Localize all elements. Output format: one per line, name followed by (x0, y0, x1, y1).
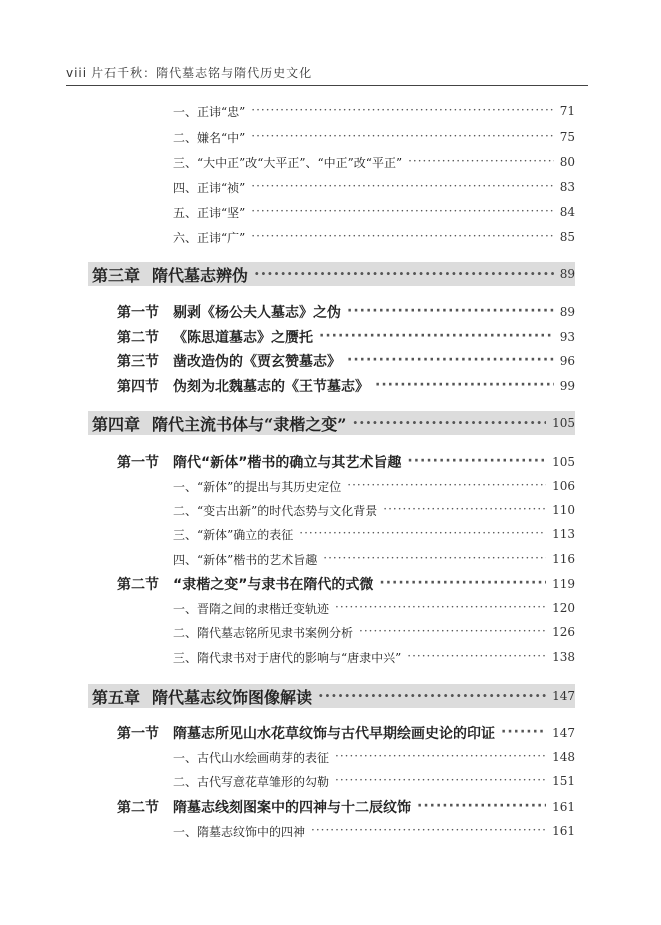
toc-section-entry (117, 300, 575, 324)
toc-entry-title: 五、正讳“坚” (173, 205, 246, 220)
toc-entry-title: 剔剥《杨公夫人墓志》之伪 (173, 305, 341, 321)
toc-subsection-entry (173, 597, 575, 619)
toc-dot-leader (254, 266, 554, 282)
toc-subsection-entry (173, 126, 575, 148)
toc-entry-label (173, 154, 402, 171)
toc-subsection-entry (173, 820, 575, 842)
toc-entry-label (173, 773, 329, 790)
toc-entry-label (92, 263, 248, 286)
toc-subsection-entry (173, 475, 575, 497)
toc-dot-leader (335, 751, 546, 763)
toc-dot-leader (335, 602, 546, 614)
toc-page-number: 116 (552, 552, 575, 566)
toc-page-number: 85 (559, 230, 575, 244)
toc-dot-leader (417, 800, 546, 814)
toc-entry-number: 第三节 (117, 354, 159, 370)
toc-dot-leader (323, 553, 546, 565)
toc-dot-leader (375, 379, 554, 393)
toc-entry-title: 一、古代山水绘画萌芽的表征 (173, 750, 330, 765)
toc-entry-title: 一、“新体”的提出与其历史定位 (173, 479, 342, 494)
toc-section-entry (117, 450, 575, 474)
toc-entry-label (117, 302, 341, 322)
toc-entry-label (173, 600, 329, 617)
toc-entry-number: 第一节 (117, 305, 159, 321)
toc-dot-leader (379, 577, 546, 591)
toc-page-number: 161 (552, 800, 575, 814)
toc-dot-leader (407, 455, 546, 469)
toc-entry-title: 三、“新体”确立的表征 (173, 527, 294, 542)
toc-dot-leader (383, 504, 546, 516)
toc-dot-leader (251, 181, 553, 193)
toc-section-entry (117, 795, 575, 819)
toc-page-number: 147 (552, 689, 575, 703)
toc-entry-label (173, 823, 305, 840)
toc-dot-leader (335, 775, 546, 787)
toc-page-number: 89 (559, 267, 575, 281)
toc-subsection-entry (173, 523, 575, 545)
toc-entry-label (173, 502, 377, 519)
toc-page-number: 138 (552, 650, 575, 664)
toc-subsection-entry (173, 201, 575, 223)
toc-section-entry (117, 721, 575, 745)
toc-entry-label (173, 204, 245, 221)
toc-page-number: 75 (559, 130, 575, 144)
toc-page-number: 80 (559, 155, 575, 169)
toc-entry-label (117, 574, 373, 594)
toc-section-entry (117, 349, 575, 373)
toc-entry-title: 《陈思道墓志》之赝托 (173, 330, 313, 346)
toc-entry-title: 三、“大中正”改“大平正”、“中正”改“平正” (173, 155, 403, 170)
toc-dot-leader (359, 626, 546, 638)
toc-dot-leader (347, 305, 554, 319)
toc-entry-number: 第三章 (92, 265, 141, 285)
toc-page-number: 71 (559, 104, 575, 118)
toc-entry-title: 六、正讳“广” (173, 230, 246, 245)
toc-page-number: 99 (559, 379, 575, 393)
toc-entry-title: 一、隋墓志纹饰中的四神 (173, 824, 306, 839)
toc-entry-title: 四、“新体”楷书的艺术旨趣 (173, 552, 318, 567)
toc-entry-label (117, 797, 411, 817)
toc-section-entry (117, 374, 575, 398)
toc-entry-label (117, 452, 401, 472)
toc-page-number: 113 (552, 527, 575, 541)
toc-entry-number: 第二节 (117, 330, 159, 346)
toc-entry-label (117, 327, 313, 347)
toc-dot-leader (319, 330, 554, 344)
toc-chapter-entry (88, 684, 575, 708)
toc-page-number: 110 (552, 503, 575, 517)
toc-dot-leader (407, 651, 546, 663)
toc-entry-number: 第四节 (117, 379, 159, 395)
toc-subsection-entry (173, 646, 575, 668)
toc-subsection-entry (173, 548, 575, 570)
toc-dot-leader (251, 231, 553, 243)
toc-entry-title: 二、古代写意花草雏形的勾勒 (173, 774, 330, 789)
toc-page-number: 89 (559, 305, 575, 319)
toc-chapter-entry (88, 262, 575, 286)
toc-page-number: 148 (552, 750, 575, 764)
toc-dot-leader (299, 528, 546, 540)
toc-entry-title: 隋墓志所见山水花草纹饰与古代早期绘画史论的印证 (173, 726, 495, 742)
toc-dot-leader (318, 688, 546, 704)
toc-entry-label (173, 749, 329, 766)
toc-entry-label (117, 351, 341, 371)
toc-entry-label (173, 129, 245, 146)
toc-entry-title: 一、晋隋之间的隶楷迁变轨迹 (173, 601, 330, 616)
toc-entry-title: 隋代主流书体与“隶楷之变” (152, 414, 347, 434)
toc-entry-title: 凿改造伪的《贾玄赞墓志》 (173, 354, 341, 370)
toc-section-entry (117, 325, 575, 349)
toc-page-number: 83 (559, 180, 575, 194)
toc-entry-label (173, 649, 401, 666)
toc-subsection-entry (173, 621, 575, 643)
toc-chapter-entry (88, 411, 575, 435)
toc-entry-number: 第二节 (117, 800, 159, 816)
toc-page-number: 161 (552, 824, 575, 838)
toc-dot-leader (251, 206, 553, 218)
toc-subsection-entry (173, 100, 575, 122)
toc-entry-number: 第一节 (117, 455, 159, 471)
toc-entry-label (173, 229, 245, 246)
toc-entry-number: 第五章 (92, 687, 141, 707)
toc-entry-title: 隋墓志线刻图案中的四神与十二辰纹饰 (173, 800, 411, 816)
toc-page-number: 105 (552, 416, 575, 430)
toc-dot-leader (408, 156, 554, 168)
toc-entry-label (92, 412, 346, 435)
toc-dot-leader (311, 825, 546, 837)
running-head-page-number: viii (66, 66, 88, 80)
toc-entry-title: 隋代墓志辨伪 (152, 265, 249, 285)
toc-page-number: 120 (552, 601, 575, 615)
toc-page-number: 84 (559, 205, 575, 219)
toc-entry-label (92, 685, 312, 708)
toc-section-entry (117, 572, 575, 596)
toc-entry-title: 一、正讳“忠” (173, 104, 246, 119)
toc-entry-number: 第一节 (117, 726, 159, 742)
toc-entry-label (173, 551, 317, 568)
toc-page-number: 96 (559, 354, 575, 368)
toc-entry-title: 四、正讳“祯” (173, 180, 246, 195)
toc-page-number: 126 (552, 625, 575, 639)
toc-dot-leader (352, 415, 546, 431)
toc-entry-title: 二、“变古出新”的时代态势与文化背景 (173, 503, 378, 518)
toc-entry-title: 二、隋代墓志铭所见隶书案例分析 (173, 625, 354, 640)
toc-subsection-entry (173, 746, 575, 768)
toc-subsection-entry (173, 770, 575, 792)
toc-dot-leader (251, 131, 553, 143)
toc-entry-number: 第四章 (92, 414, 141, 434)
toc-entry-label (173, 526, 293, 543)
toc-dot-leader (251, 105, 553, 117)
toc-entry-title: 隋代“新体”楷书的确立与其艺术旨趣 (173, 455, 402, 471)
toc-subsection-entry (173, 226, 575, 248)
toc-entry-label (117, 723, 495, 743)
toc-entry-number: 第二节 (117, 577, 159, 593)
toc-entry-title: “隶楷之变”与隶书在隋代的式微 (173, 577, 374, 593)
toc-page-number: 105 (552, 455, 575, 469)
toc-dot-leader (347, 354, 554, 368)
toc-entry-label (117, 376, 369, 396)
toc-dot-leader (501, 726, 546, 740)
toc-entry-label (173, 478, 341, 495)
toc-subsection-entry (173, 151, 575, 173)
running-head-title: 片石千秋：隋代墓志铭与隋代历史文化 (91, 66, 313, 80)
toc-entry-title: 伪刻为北魏墓志的《王节墓志》 (173, 379, 369, 395)
toc-entry-title: 隋代墓志纹饰图像解读 (152, 687, 313, 707)
toc-entry-title: 二、嫌名“中” (173, 130, 246, 145)
toc-entry-label (173, 103, 245, 120)
toc-page-number: 119 (552, 577, 575, 591)
toc-subsection-entry (173, 499, 575, 521)
toc-entry-label (173, 624, 353, 641)
toc-page-number: 106 (552, 479, 575, 493)
toc-entry-label (173, 179, 245, 196)
toc-dot-leader (347, 480, 546, 492)
toc-page-number: 151 (552, 774, 575, 788)
toc-page-number: 93 (559, 330, 575, 344)
toc-entry-title: 三、隋代隶书对于唐代的影响与“唐隶中兴” (173, 650, 402, 665)
toc-page-number: 147 (552, 726, 575, 740)
toc-subsection-entry (173, 176, 575, 198)
